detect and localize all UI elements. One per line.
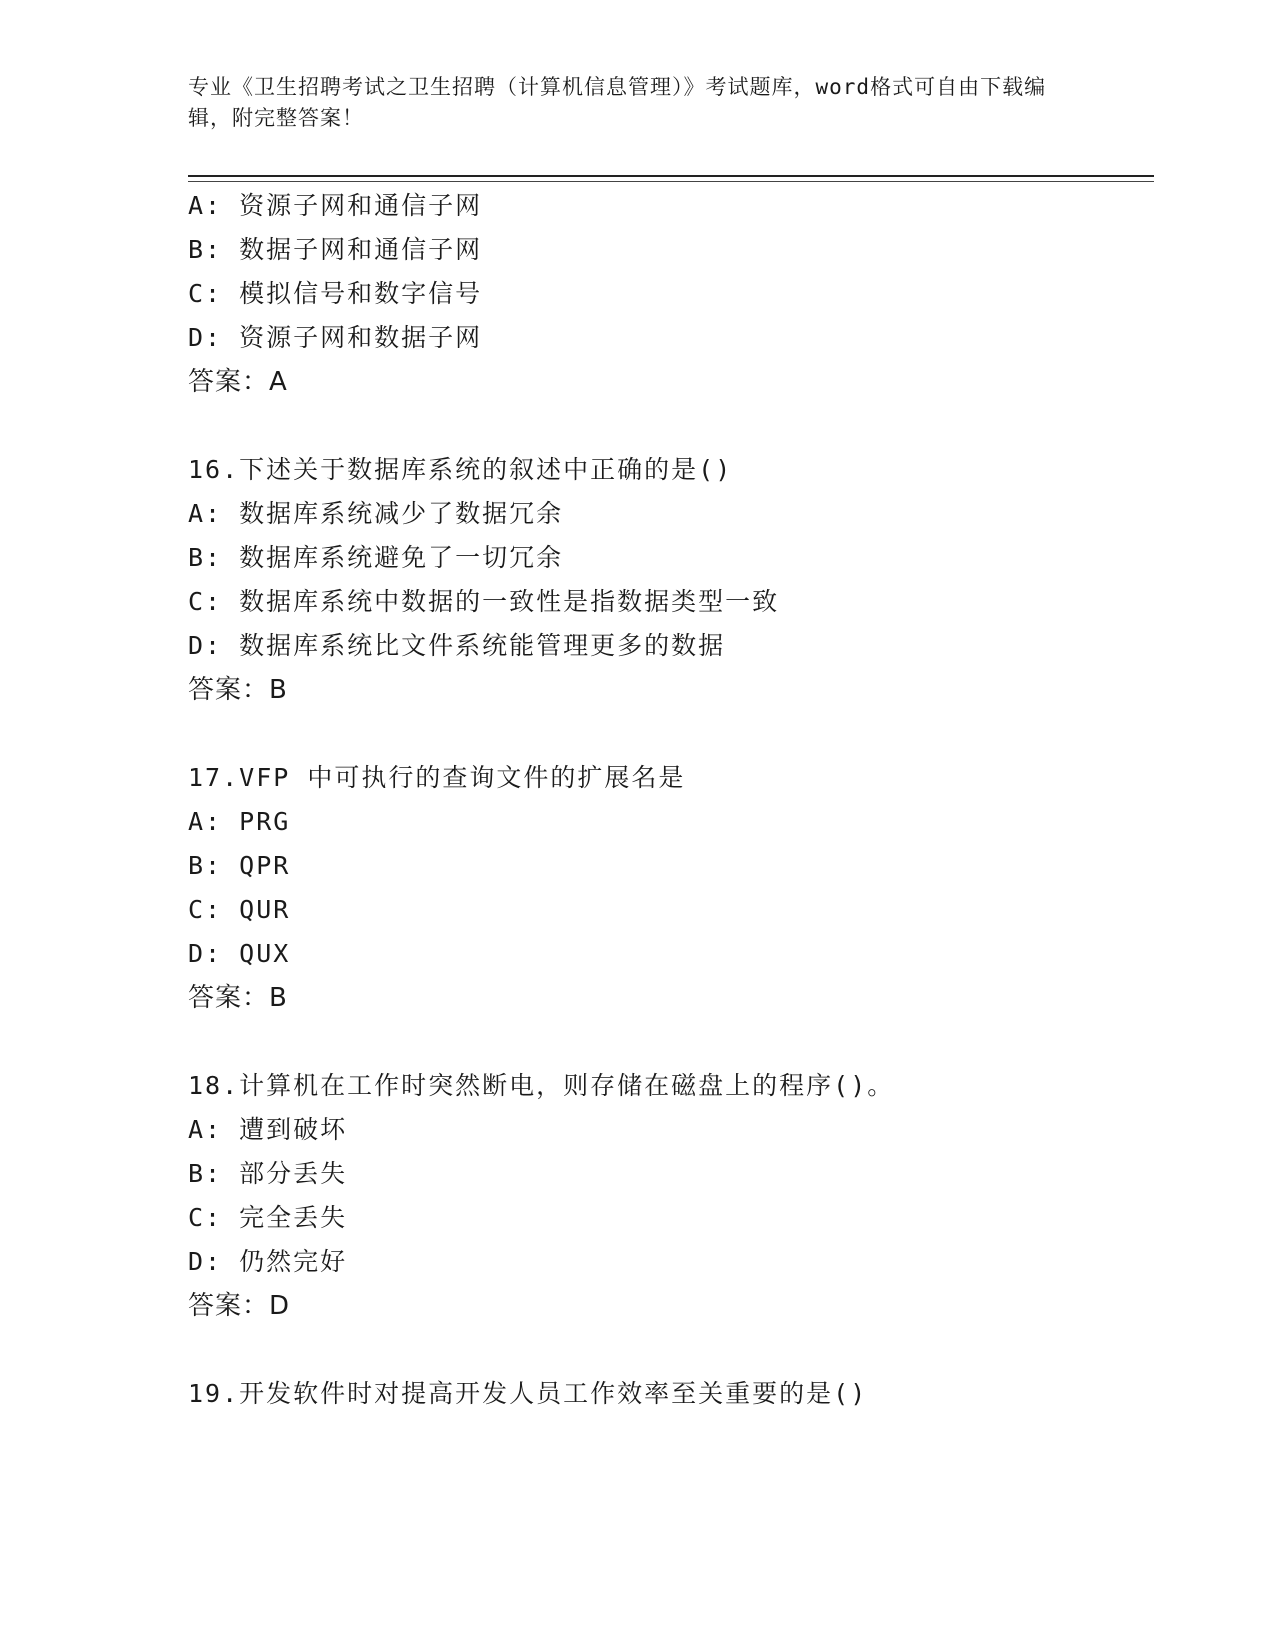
option-c: C: 模拟信号和数字信号 (188, 279, 483, 308)
question-stem: 18.计算机在工作时突然断电，则存储在磁盘上的程序()。 (188, 1071, 895, 1100)
option-b: B: QPR (188, 851, 291, 880)
header-divider-thick (188, 175, 1154, 177)
option-d: D: 数据库系统比文件系统能管理更多的数据 (188, 631, 726, 660)
option-d: D: 仍然完好 (188, 1247, 348, 1276)
option-b: B: 数据子网和通信子网 (188, 235, 483, 264)
option-b: B: 部分丢失 (188, 1159, 348, 1188)
question-stem: 19.开发软件时对提高开发人员工作效率至关重要的是() (188, 1379, 868, 1408)
option-a: A: 资源子网和通信子网 (188, 191, 483, 220)
answer: 答案：D (188, 1291, 291, 1321)
option-c: C: 数据库系统中数据的一致性是指数据类型一致 (188, 587, 780, 616)
answer: 答案：B (188, 675, 288, 705)
answer: 答案：A (188, 367, 288, 397)
option-d: D: 资源子网和数据子网 (188, 323, 483, 352)
option-c: C: 完全丢失 (188, 1203, 348, 1232)
option-c: C: QUR (188, 895, 291, 924)
document-header: 专业《卫生招聘考试之卫生招聘（计算机信息管理）》考试题库，word格式可自由下载编辑，附完整答案！ (188, 75, 1047, 130)
header-divider-thin (188, 181, 1154, 182)
question-stem: 16.下述关于数据库系统的叙述中正确的是() (188, 455, 733, 484)
option-b: B: 数据库系统避免了一切冗余 (188, 543, 564, 572)
answer: 答案：B (188, 983, 288, 1013)
option-a: A: 数据库系统减少了数据冗余 (188, 499, 564, 528)
option-d: D: QUX (188, 939, 291, 968)
question-stem: 17.VFP 中可执行的查询文件的扩展名是 (188, 763, 686, 792)
option-a: A: PRG (188, 807, 291, 836)
option-a: A: 遭到破坏 (188, 1115, 348, 1144)
